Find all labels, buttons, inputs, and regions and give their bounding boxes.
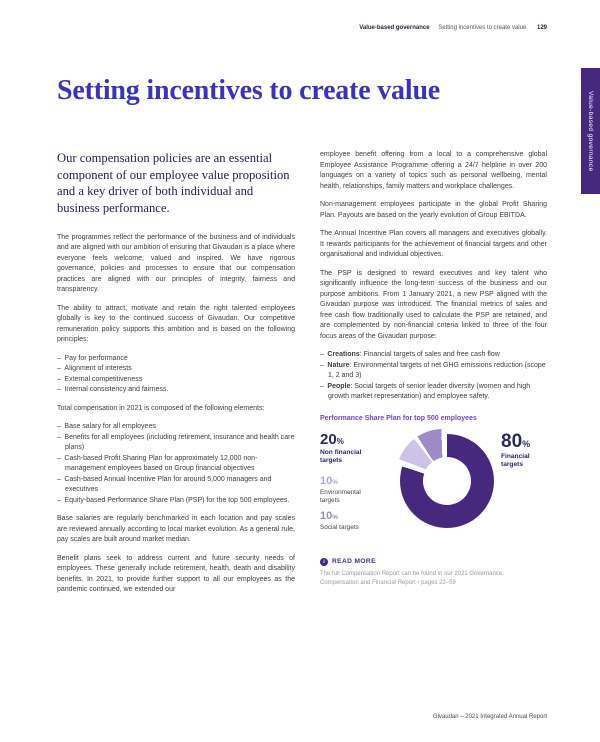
bullet-text: : Social targets of senior leader diversity (women and high growth market representation) and employee safety.: [328, 382, 531, 400]
list-item: – Alignment of interests: [57, 364, 295, 375]
callout-label: Environmental targets: [320, 488, 361, 504]
principles-list: [57, 354, 295, 396]
callout-percent-sign: %: [522, 438, 531, 449]
right-column: [320, 150, 547, 588]
bullet-label: Nature: [327, 361, 350, 369]
report-footer: Givaudan – 2021 Integrated Annual Report: [432, 714, 547, 720]
list-item: [320, 382, 547, 403]
left-column: [57, 150, 295, 604]
paragraph: The PSP is designed to reward executives and key talent who significantly influence the long-term success of the business and our purpose ambitions. From 1 January 2021, a new PSP aligned with the Givaudan purpose was introduced. The financial metrics of sales and free cash flow traditionally used to calculate the PSP are retained, and are complemented by non-financial criteria linked to three of the four focus areas of the Givaudan purpose:: [320, 269, 547, 340]
callout-value: 10: [320, 474, 333, 487]
read-more-note: The full Compensation Report can be found in our 2021 Governance, Compensation and Financial Report › pages 22–59: [320, 570, 504, 586]
paragraph: Base salaries are regularly benchmarked in each location and pay scales are reviewed annually according to local market evolution. As a general rule, pay scales are built around market median.: [57, 515, 295, 544]
read-more-label: READ MORE: [332, 558, 376, 565]
callout-label: Financial targets: [501, 452, 530, 469]
callout-percent-sign: %: [332, 478, 339, 486]
intro-statement: Our compensation policies are an essential component of our employee value proposition and a key driver of both individual and business performance.: [57, 151, 290, 216]
paragraph: employee benefit offering from a local to a comprehensive global Employee Assistance Programme offering a 24/7 helpline in over 200 languages on a variety of topics such as personal wellbeing, mental health, relationships, family matters and workplace challenges.: [320, 151, 547, 190]
section-side-tab: [581, 68, 600, 194]
breadcrumb-page-title: Setting incentives to create value: [438, 25, 527, 31]
paragraph: Benefit plans seek to address current and future security needs of employees. These generally include retirement, health, death and disability benefits. In 2021, to provide further support to all our employees as the pandemic continued, we extended our: [57, 554, 295, 594]
donut-hole: [423, 457, 471, 505]
section-side-tab-label: Value-based governance: [587, 90, 594, 172]
callout-value: 80: [501, 430, 523, 452]
list-item: – Internal consistency and fairness.: [57, 385, 295, 396]
bullet-label: People: [327, 382, 351, 390]
list-item: – Cash-based Profit Sharing Plan for approximately 12,000 non-management employees based on Group financial objectives: [57, 454, 295, 475]
callout-percent-sign: %: [336, 436, 344, 446]
list-item: – Cash-based Annual Incentive Plan for around 5,000 managers and executives: [57, 475, 295, 496]
list-item: – Equity-based Performance Share Plan (PSP) for the top 500 employees.: [57, 496, 295, 507]
callout-percent-sign: %: [332, 513, 339, 521]
page-title: Setting incentives to create value: [57, 74, 441, 106]
callout-nonfinancial: [320, 432, 382, 466]
donut-chart: [320, 432, 547, 550]
callout-financial: [501, 432, 545, 470]
list-item: – Benefits for all employees (including retirement, insurance and health care plans): [57, 433, 295, 454]
list-item: – Base salary for all employees: [57, 422, 295, 433]
breadcrumb-section: Value-based governance: [359, 25, 430, 31]
bullet-text: : Financial targets of sales and free cash flow: [359, 351, 500, 358]
paragraph: Total compensation in 2021 is composed of the following elements:: [57, 404, 265, 412]
callout-label: Social targets: [320, 523, 359, 531]
paragraph: The Annual Incentive Plan covers all managers and executives globally. It rewards participants for the achievement of financial targets and other organisational and individual objectives.: [320, 230, 547, 258]
breadcrumb: [359, 25, 547, 31]
callout-label: Non financial targets: [320, 448, 362, 465]
paragraph: The programmes reflect the performance of the business and of individuals and are aligned with our ambition of ensuring that Givaudan is a place where everyone feels welcome, valued and inspired. We have rigorous governance, policies and processes to ensure that our compensation practices are aligned with our principles of integrity, fairness and transparency.: [57, 233, 295, 294]
callout-value: 10: [320, 509, 333, 522]
info-icon: i: [320, 558, 328, 566]
bullet-text: : Environmental targets of net GHG emissions reduction (scope 1, 2 and 3): [328, 361, 546, 379]
bullet-label: Creations: [327, 351, 360, 358]
list-item: – Pay for performance: [57, 354, 295, 365]
compensation-elements-list: [57, 422, 295, 506]
page-number: 129: [536, 25, 547, 31]
donut-graphic: [400, 434, 494, 528]
list-item: – External competitiveness: [57, 375, 295, 386]
chart-title: Performance Share Plan for top 500 employees: [320, 414, 477, 422]
list-item: [320, 361, 547, 382]
paragraph: Non-management employees participate in the global Profit Sharing Plan. Payouts are based on the yearly evolution of Group EBITDA.: [320, 201, 547, 219]
list-item: [320, 350, 547, 361]
purpose-bullets-list: [320, 350, 547, 403]
callout-social: [320, 511, 382, 532]
paragraph: The ability to attract, motivate and retain the right talented employees globally is key to the continued success of Givaudan. Our competitive remuneration policy supports this ambition and is based on the following principles:: [57, 304, 295, 344]
callout-value: 20: [320, 430, 337, 448]
callout-environmental: [320, 476, 382, 506]
read-more-link[interactable]: [320, 558, 547, 566]
